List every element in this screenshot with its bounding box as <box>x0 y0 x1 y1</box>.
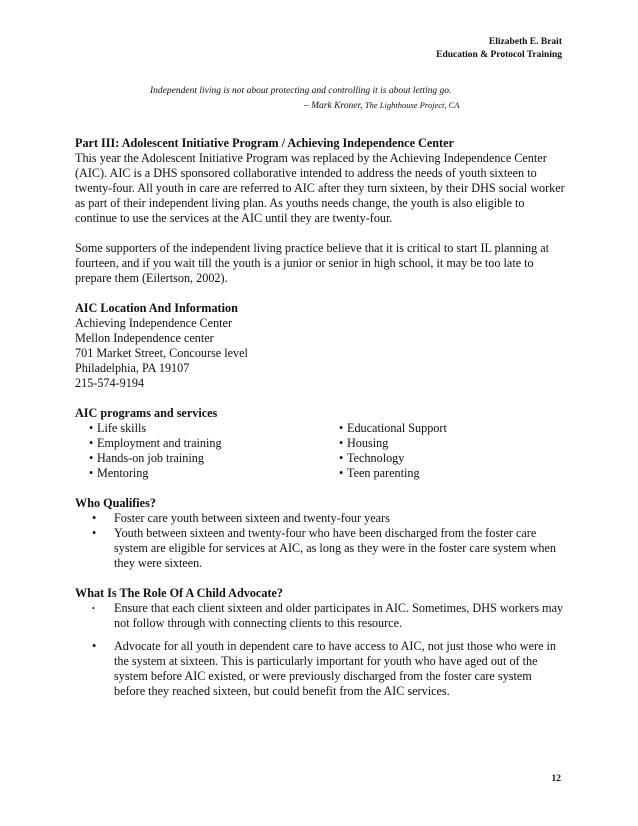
phone-number: 215-574-9194 <box>75 376 145 390</box>
epigraph <box>150 84 480 113</box>
address-line: Philadelphia, PA 19107 <box>75 361 190 375</box>
list-item: • Educational Support <box>339 421 447 435</box>
list-item: • Youth between sixteen and twenty-four who have been discharged from the foster care system are eligible for services at AIC, as long as they were in the foster care system when they were sixteen. <box>92 526 556 570</box>
advocate-list <box>75 601 565 699</box>
page-header <box>436 36 562 62</box>
bullet-icon: • <box>339 466 344 480</box>
address-line: Mellon Independence center <box>75 331 214 345</box>
bullet-icon: • <box>89 436 94 450</box>
list-item: • Ensure that each client sixteen and older participates in AIC. Sometimes, DHS workers may not follow through with connecting clients to this resource. <box>92 601 564 630</box>
qualifies-heading: Who Qualifies? <box>75 496 156 510</box>
bullet-icon: • <box>339 436 344 450</box>
page-number: 12 <box>551 774 561 784</box>
header-subtitle: Education & Protocol Training <box>436 50 562 60</box>
bullet-icon: • <box>89 421 94 435</box>
bullet-icon: • <box>92 639 97 653</box>
list-item: • Employment and training <box>89 436 222 450</box>
programs-right-column <box>339 421 447 481</box>
qualifies-list <box>75 511 565 571</box>
bullet-icon: • <box>92 511 97 525</box>
list-item: • Teen parenting <box>339 466 420 480</box>
advocate-heading: What Is The Role Of A Child Advocate? <box>75 586 284 600</box>
address-line: 701 Market Street, Concourse level <box>75 346 248 360</box>
list-item: • Technology <box>339 451 405 465</box>
header-author: Elizabeth E. Brait <box>488 37 562 47</box>
epigraph-attribution <box>150 98 480 113</box>
main-content <box>75 136 565 699</box>
programs-list <box>75 421 565 481</box>
list-item: • Advocate for all youth in dependent care to have access to AIC, not just those who were in the system at sixteen. This is particularly important for youth who have aged out of the system before AIC existed, or were previously discharged from the foster care system before they reached sixteen, but could benefit from the AIC services. <box>92 639 557 698</box>
address-block <box>75 316 565 391</box>
bullet-icon: • <box>89 466 94 480</box>
list-item: • Life skills <box>89 421 147 435</box>
location-heading: AIC Location And Information <box>75 301 238 315</box>
part3-heading: Part III: Adolescent Initiative Program / Achieving Independence Center <box>75 136 454 150</box>
bullet-icon: • <box>89 451 94 465</box>
bullet-icon: • <box>92 526 97 540</box>
programs-heading: AIC programs and services <box>75 406 218 420</box>
list-item: • Hands-on job training <box>89 451 204 465</box>
part3-paragraph-2: Some supporters of the independent living practice believe that it is critical to start IL planning at fourteen, and if you wait till the youth is a junior or senior in high school, it may be too late to prepare them (Eilertson, 2002). <box>75 241 550 285</box>
address-line: Achieving Independence Center <box>75 316 233 330</box>
list-item: • Mentoring <box>89 466 149 480</box>
programs-left-column <box>89 421 339 481</box>
bullet-icon: • <box>339 451 344 465</box>
bullet-icon: • <box>92 604 95 613</box>
bullet-icon: • <box>339 421 344 435</box>
epigraph-quote: Independent living is not about protecting and controlling it is about letting go. <box>150 86 452 96</box>
part3-paragraph-1: This year the Adolescent Initiative Program was replaced by the Achieving Independence Center (AIC). AIC is a DHS sponsored collaborative intended to address the needs of youth sixteen to twenty-four. All youth in care are referred to AIC after they turn sixteen, by their DHS social worker as part of their independent living plan. As youths needs change, the youth is also eligible to continue to use the services at the AIC until they are twenty-four. <box>75 151 565 225</box>
epigraph-author: – Mark Kroner, <box>304 101 363 111</box>
list-item: • Housing <box>339 436 389 450</box>
epigraph-project: The Lighthouse Project, CA <box>364 100 460 110</box>
list-item: • Foster care youth between sixteen and twenty-four years <box>92 511 390 525</box>
